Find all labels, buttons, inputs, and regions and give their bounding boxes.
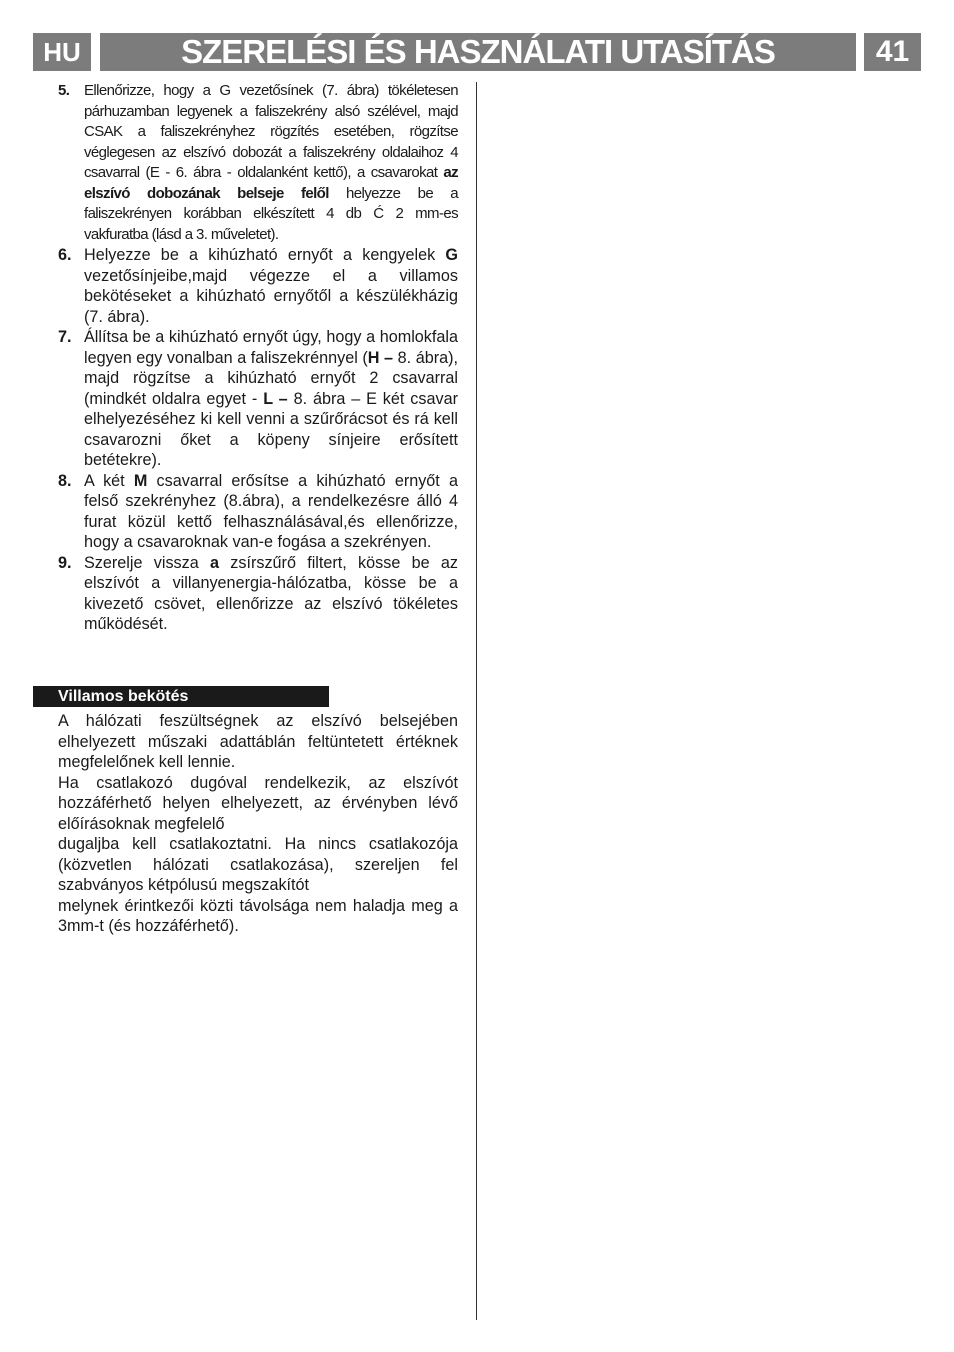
step-bold-text: G [445,246,458,264]
step-bold-text: M [133,471,148,490]
paragraph: Ha csatlakozó dugóval rendelkezik, az elszívót hozzáférhető helyen elhelyezett, az érvényben lévő előírásoknak megfelelő [58,773,458,833]
step-7 [58,327,458,471]
step-text: Helyezze be a kihúzható ernyőt a kengyelek [84,246,446,264]
step-bold-text: a [210,553,220,572]
step-number: 8. [58,471,72,490]
step-text: A két [84,471,134,490]
paragraph: melynek érintkezői közti távolsága nem haladja meg a 3mm-t (és hozzáférhető). [58,896,458,935]
step-number: 7. [58,328,72,346]
section-body [58,711,458,937]
step-text: 8. ábra – E két csavar elhelyezéséhez ki kell venni a szűrőrácsot és rá kell csavarozni őket a köpeny sínjeire erősített betétekre). [84,389,458,469]
section-heading: Villamos bekötés [33,686,329,707]
step-number: 6. [58,246,72,264]
step-text: Ellenőrizze, hogy a G vezetősínek (7. ábra) tökéletesen párhuzamban legyenek a faliszekrény alsó szélével, majd CSAK a faliszekrényhez rögzítés esetében, rögzítse véglegesen az elszívó dobozát a faliszekrény oldalaihoz 4 csavarral (E - 6. ábra - oldalanként kettő), a csavarokat [84,82,458,181]
step-8 [58,471,458,553]
step-9 [58,553,458,635]
step-number: 5. [58,82,70,99]
language-code: HU [43,36,81,67]
language-badge [33,33,91,71]
step-text: Állítsa be a kihúzható ernyőt úgy, hogy a homlokfala legyen egy vonalban a faliszekrénnyel ( [84,328,458,367]
instruction-steps [58,81,458,635]
step-text: vezetősínjeibe,majd végezze el a villamos bekötéseket a kihúzható ernyőtől a készülékházig (7. ábra). [84,266,458,326]
step-bold-text: az elszívó dobozának belseje felől [84,164,458,202]
step-text: zsírszűrő filtert, kösse be az elszívót a villanyenergia-hálózatba, kösse be a kivezető csövet, ellenőrizze az elszívó tökéletes működését. [84,553,458,633]
step-6 [58,245,458,327]
page-title-bar [100,33,856,71]
paragraph: dugaljba kell csatlakoztatni. Ha nincs csatlakozója (közvetlen hálózati csatlakozása), szereljen fel szabványos kétpólusú megszakítót [58,835,458,894]
column-divider [476,82,477,1320]
step-number: 9. [58,553,72,572]
step-text: Szerelje vissza [84,553,210,572]
paragraph: A hálózati feszültségnek az elszívó belsejében elhelyezett műszaki adattáblán feltüntetett értéknek megfelelőnek kell lennie. [58,712,458,771]
step-bold-text: H – [367,348,394,367]
step-5 [58,81,458,245]
step-text: helyezze be a faliszekrényen korábban elkészített 4 db Ć 2 mm-es vakfuratba (lásd a 3. műveletet). [84,184,458,243]
step-bold-text: L – [263,389,288,408]
step-text: 8. ábra), majd rögzítse a kihúzható ernyőt 2 csavarral (mindkét oldalra egyet - [84,348,458,408]
page-title: SZERELÉSI ÉS HASZNÁLATI UTASÍTÁS [181,33,775,70]
step-text: csavarral erősítse a kihúzható ernyőt a felső szekrényhez (8.ábra), a rendelkezésre álló 4 furat közül kettő felhasználásával,és ellenőrizze, hogy a csavaroknak van-e fogása a szekrényen. [84,471,458,551]
page-number-badge [864,33,921,71]
page-number: 41 [875,35,910,68]
